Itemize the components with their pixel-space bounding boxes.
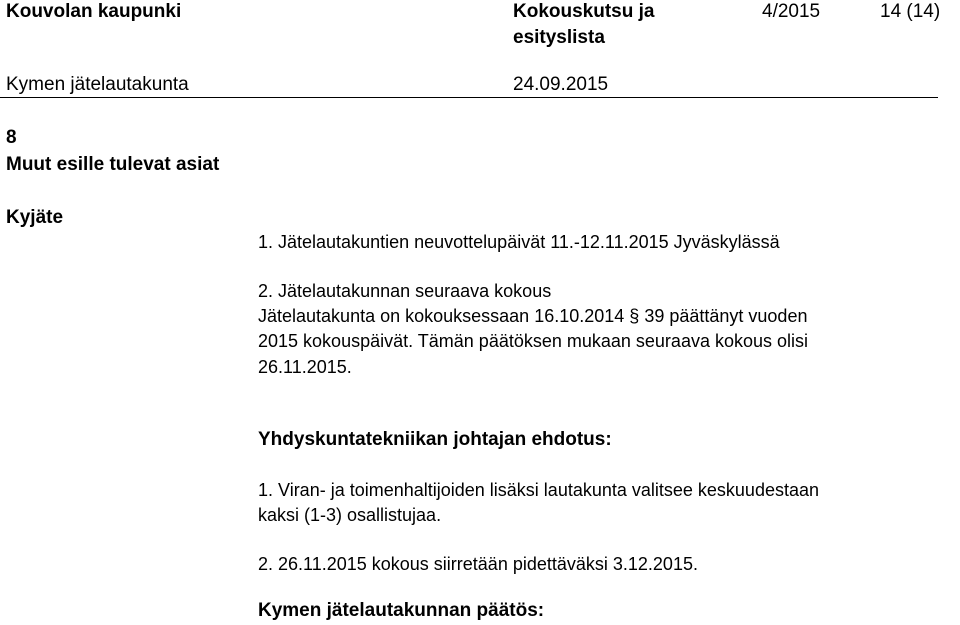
proposal-item-1-line1: 1. Viran- ja toimenhaltijoiden lisäksi lautakunta valitsee keskuudestaan: [258, 480, 819, 500]
item-2-line3: 2015 kokouspäivät. Tämän päätöksen mukaan seuraava kokous olisi: [258, 331, 809, 351]
section-number: 8: [6, 127, 17, 148]
committee-name: Kymen jätelautakunta: [6, 74, 189, 95]
item-1: 1. Jätelautakuntien neuvottelupäivät 11.-12.11.2015 Jyväskylässä: [258, 232, 780, 252]
document-type-line2: esityslista: [513, 27, 605, 48]
section-title: Muut esille tulevat asiat: [6, 154, 220, 175]
item-2-line4: 26.11.2015.: [258, 357, 352, 377]
page-number: 14 (14): [880, 1, 941, 22]
proposal-item-1-line2: kaksi (1-3) osallistujaa.: [258, 505, 442, 525]
meeting-date: 24.09.2015: [513, 74, 609, 95]
proposal-heading: Yhdyskuntatekniikan johtajan ehdotus:: [258, 429, 612, 450]
proposal-item-2: 2. 26.11.2015 kokous siirretään pidettäväksi 3.12.2015.: [258, 554, 698, 574]
item-2-line2: [258, 303, 807, 329]
municipality-name: Kouvolan kaupunki: [6, 1, 182, 22]
document-type-line1: Kokouskutsu ja: [513, 1, 655, 22]
item-2-line2-end: 39 päättänyt vuoden: [644, 306, 808, 326]
decision-heading: Kymen jätelautakunnan päätös:: [258, 600, 545, 621]
kyjate-label: Kyjäte: [6, 207, 64, 228]
item-2-line2-start: Jätelautakunta on kokouksessaan 16.10.2014: [258, 306, 625, 326]
section-sign: §: [629, 306, 640, 326]
item-2-title: 2. Jätelautakunnan seuraava kokous: [258, 281, 552, 301]
header-divider: [0, 97, 938, 98]
meeting-number: 4/2015: [762, 1, 821, 22]
